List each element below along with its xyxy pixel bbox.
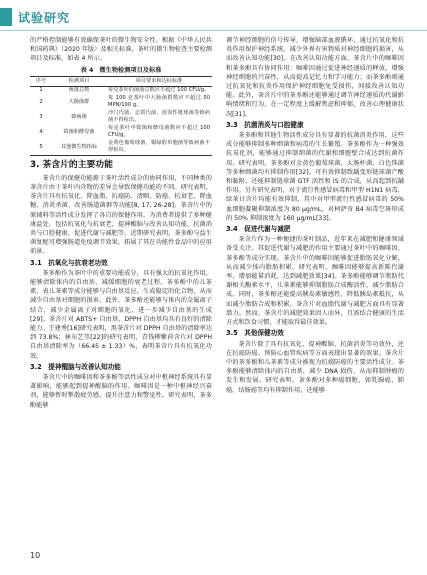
table-cell: 1 bbox=[39, 87, 43, 94]
section-heading-3: 3. 茶含片的主要功能 bbox=[30, 159, 113, 170]
section-marker bbox=[0, 8, 12, 26]
table-header-cell: 检测项目 bbox=[52, 76, 106, 86]
subsection-heading-3-2: 3.2 提神醒脑与改善认知功能 bbox=[30, 362, 121, 371]
table-cell: 每克茶叶的菌落总数应不超过 100 CFU/g。 bbox=[108, 87, 210, 94]
intro-paragraph: 的严格控制能够有效确保茶叶的微生物安全性。根据《中华人民共和国药典》（2020 年版）及相关标准，茶叶的微生物检查主要检测项目及标准，如表 4 所示。 bbox=[30, 37, 212, 63]
table-cell: 5 bbox=[30, 140, 52, 156]
page-number: 10 bbox=[30, 551, 41, 560]
body-paragraph: 茶多酚作为茶叶中的重要功能成分，具有强大的抗氧化作用，能够清除体内的自由基，减缓细胞的衰老过程。茶多酚中的儿茶素，表儿茶素等成分能够与自由基反应，生成稳定的化合物，从而减少自由基对细胞的损害。此外，茶多酚还能够与体内的金属离子结合，减少金属离子对细胞的氧化，进一步减少自由基的生成[29]。茶含片对 ABTS+ 自由基、DPPH 自由基均具有良好的清除能力。王建秀[16]研究表明，黑茶含片对 DPPH 自由基的清除率达到 73.8%；林东艺等[22]的研究表明，青钱柳紫荷含片对 DPPH 自由基清除率为（66.45 ± 1.33）%，表明茶含片具有抗氧化功效。 bbox=[30, 269, 213, 360]
subsection-heading-3-1: 3.1 抗氧化与抗衰老功效 bbox=[30, 258, 108, 267]
table-cell: 每 100 克茶叶中大肠菌群数应不超过 50 MPN/100 g。 bbox=[108, 95, 210, 109]
table-header-cell: 项目要求和达标标准 bbox=[106, 76, 212, 86]
table-cell: 金黄色葡萄球菌、铜绿假单胞菌等致病菌不得检出。 bbox=[108, 140, 210, 154]
section-title: 试验研究 bbox=[18, 11, 71, 25]
table-row bbox=[30, 140, 212, 156]
table-cell: 菌落总数 bbox=[68, 87, 90, 94]
body-paragraph: 调节神经细胞的信号传导，增强脑部血液循环，通过抗氧化和抗炎作用保护神经系统，减少外界有害物质对神经细胞的损害，从而改善认知功能[30]。在改善认知功能方面，茶含片中的咖啡因和茶多酚具有协同作用：咖啡因通过促进神经递质的释放，增强神经细胞的兴奋性，从而提高记忆力和学习能力；而茶多酚则通过抗氧化和抗炎作用保护神经细胞免受损伤，间接改善认知功能。此外，茶含片中的茶多酚还能够通过调节神经递质的代谢影响情绪和行为，在一定程度上缓解焦虑和抑郁，改善心理健康状况[31]。 bbox=[226, 37, 404, 118]
table-row bbox=[30, 86, 212, 95]
table-cell: 致病菌 bbox=[71, 113, 87, 120]
body-paragraph: 茶多酚和其他生物活性成分具有显著的抗菌消炎作用，这些成分能够抑制多种细菌和病毒的生长繁殖。茶多酚作为一种强效抗氧化剂，能够通过抑制细菌的代谢和细胞壁合成达到抗菌作用。研究表明，茶多酚对金黄色葡萄球菌、大肠杆菌、白色珠菌等多种细菌均有抑制作用[32]。可有效抑制致龋变形链球菌产酸和黏附，还能抑制链球菌 GTF 活性和 IS 的合成，从而起到抗龋作用。另有研究表明，对于流行性感冒病毒和甲型 H1N1 病毒，绿茶日含片均能有效抑制，其中对甲型流行性感冒病毒的 50% 血细胞凝聚抑制浓度为 80 µg/mL，对柯萨奇 B4 病毒空斑形成的 50% 抑制浓度为 160 µg/mL[33]。 bbox=[226, 132, 404, 222]
table-cell: 其他微生物指标 bbox=[52, 140, 106, 156]
left-column bbox=[30, 36, 212, 410]
microbe-table bbox=[30, 76, 212, 156]
table-caption: 表 4 微生物检测项目及标准 bbox=[80, 66, 162, 74]
body-paragraph: 茶含片的保健功能源于茶叶活性成分的协同作用，不同种类的茶含片由于茶叶内含物的差异会导致保健功能的不同。研究表明，茶含片具有抗氧化、降血脂、抗癌防、清咽、防癌、抗衰老、降血糖、消炎杀菌、改善肠道菌群等功能[8, 17, 26-28]。茶含片中的原辅料等活性成分发挥了各自的保健作用，为消费者提供了多种健康益处，包括抗氧化与抗衰老、提神醒脑与改善认知功能、抗菌消炎与口腔健康、促进代谢与减肥等。近期研究表明，茶多酚与益生菌复配可增强肠道免疫调节效果，拓展了其在功能性食品中的应用前景。 bbox=[30, 174, 212, 256]
subsection-heading-3-5: 3.5 其他保健功效 bbox=[226, 329, 284, 338]
table-cell: 4 bbox=[39, 128, 43, 135]
table-cell: 每克茶叶中霉菌和酵母菌数应不超过 100 CFU/g。 bbox=[108, 125, 210, 139]
table-cell: 霉菌和酵母菌 bbox=[63, 128, 95, 135]
page-header bbox=[0, 0, 427, 32]
table-row bbox=[30, 95, 212, 110]
table-header-row bbox=[30, 76, 212, 86]
right-column bbox=[226, 36, 404, 395]
table-cell: 2 bbox=[39, 98, 43, 105]
table-header-cell: 序号 bbox=[30, 76, 52, 86]
subsection-heading-3-4: 3.4 促进代谢与减肥 bbox=[226, 225, 291, 234]
body-paragraph: 茶含片作为一种便捷的茶叶制品，近年来在减肥和健康领域备受关注。其促进代谢与减肥的作用主要通过茶叶中的咖啡因、茶多酚等成分实现。茶含片中的咖啡因能够促进脂肪氧化分解，从而减少体内脂肪积累。研究表明，咖啡因能够提高新陈代谢率，增加能量消耗，达到减肥效果[34]。茶多酚能够调节脂肪代谢相关酶素水平，儿茶素能够抑制脂肪合成酶活性，减少脂肪合成。同时，茶多酚还能提高胰岛素敏感性，降低胰岛素抵抗，从而减少脂肪合成和积累。茶含片对血脂代谢与减肥方面具有显著潜力。然而，茶含片的减肥效果因人而异，且需结合健康的生活方式和饮食习惯，才能取得最佳效果。 bbox=[226, 236, 404, 327]
table-row bbox=[30, 110, 212, 125]
table-cell: 大肠菌群 bbox=[68, 98, 90, 105]
table-cell: 3 bbox=[39, 113, 43, 120]
table-row bbox=[30, 125, 212, 140]
subsection-heading-3-3: 3.3 抗菌消炎与口腔健康 bbox=[226, 120, 304, 129]
header-rule bbox=[0, 30, 427, 31]
body-paragraph: 茶含片除了具有抗氧化、提神醒脑、抗菌消炎等功效外，还在抗癌防癌、预防心血管疾病等方面表现出显著的效果。茶含片中的茶多酚和儿茶素等成分被视为抗癌防癌的主要活性成分。茶多酚能够清除体内的自由基，减少 DNA 损伤，从而抑制肿瘤的发生和发展。研究表明，茶多酚对多种癌细胞，如乳腺癌、肺癌、结肠癌等均有抑制作用，还能够 bbox=[226, 340, 404, 394]
table-cell: 沙门氏菌、志贺氏菌、溶血性链球菌等致病菌不得检出。 bbox=[108, 110, 210, 124]
body-paragraph: 茶含片中的咖啡因和茶多酚等活性成分对中枢神经系统具有显著影响，能够起到提神醒脑的作用。咖啡因是一种中枢神经兴奋剂，能够暂时掣散疲劳感，提升注意力和警觉性。研究表明，茶多酚能够 bbox=[30, 374, 212, 409]
